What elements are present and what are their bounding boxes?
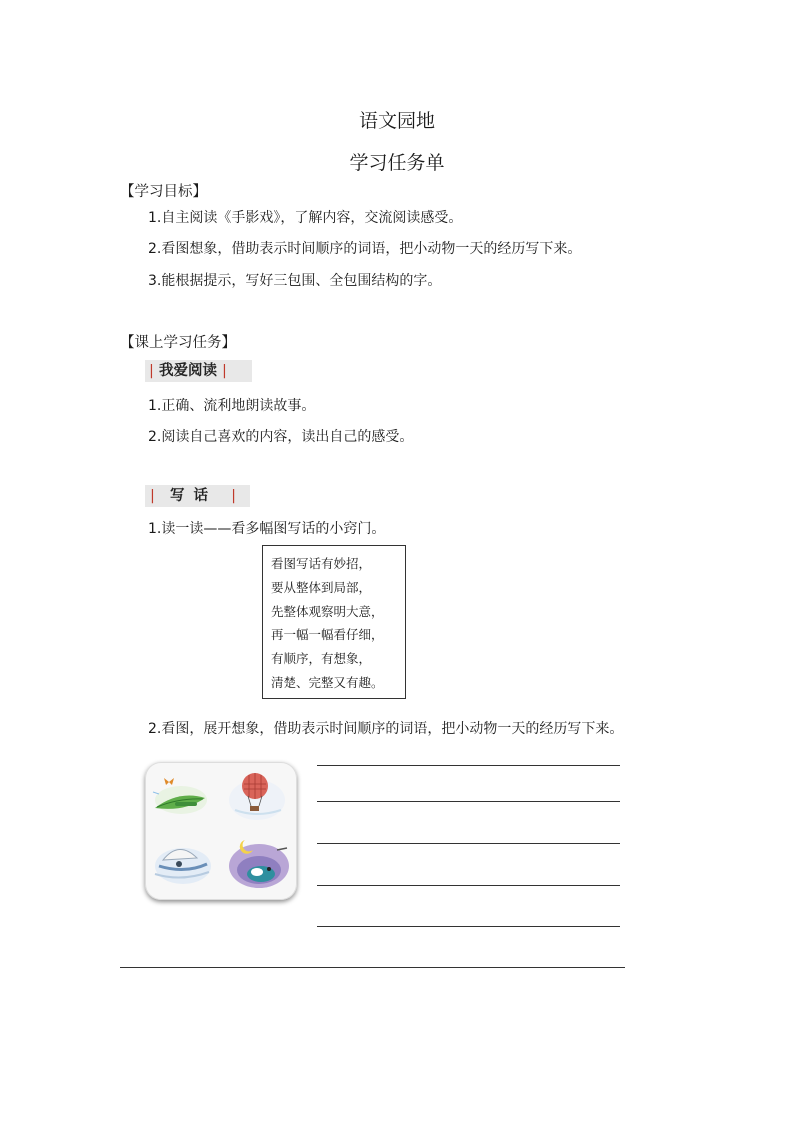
writing-line-4[interactable] [317,885,620,886]
tip-line: 再一幅一幅看仔细， [271,627,384,643]
tip-line: 先整体观察明大意， [271,603,384,619]
reading-item-2: 2.阅读自己喜欢的内容，读出自己的感受。 [148,429,414,445]
goal-item-1: 1.自主阅读《手影戏》，了解内容，交流阅读感受。 [148,210,463,226]
page-subtitle: 学习任务单 [349,152,445,174]
writing-badge [145,485,250,507]
tip-line: 有顺序，有想象， [271,651,372,667]
writing-line-5[interactable] [317,926,620,927]
writing-badge-bar-right: | [231,488,236,504]
reading-item-1: 1.正确、流利地朗读故事。 [148,398,316,414]
writing-tips-box [262,545,406,699]
end-divider [120,967,625,968]
four-panel-picture [145,762,297,900]
goals-heading: 【学习目标】 [120,184,207,200]
panel-night [229,840,289,888]
panel-balloon [229,773,285,820]
four-panel-illustration [145,762,297,900]
tip-line: 要从整体到局部， [271,579,372,595]
reading-badge-bar-right: | [222,363,227,379]
tip-line: 清楚、完整又有趣。 [271,674,384,690]
writing-item-1: 1.读一读——看多幅图写话的小窍门。 [148,521,386,537]
writing-line-3[interactable] [317,843,620,844]
goal-item-2: 2.看图想象，借助表示时间顺序的词语，把小动物一天的经历写下来。 [148,241,582,257]
writing-badge-bar-left: | [150,488,155,504]
reading-badge [145,360,252,382]
goal-item-3: 3.能根据提示，写好三包围、全包围结构的字。 [148,273,442,289]
tip-line: 看图写话有妙招， [271,556,372,571]
writing-badge-label: 写 话 [169,488,211,504]
writing-line-2[interactable] [317,801,620,802]
panel-boat [155,848,211,884]
reading-badge-bar-left: | [149,363,154,379]
writing-item-2: 2.看图，展开想象，借助表示时间顺序的词语，把小动物一天的经历写下来。 [148,721,624,737]
panel-leaf-butterfly [153,778,207,814]
reading-badge-label: 我爱阅读 [158,363,217,379]
page-title: 语文园地 [358,110,435,132]
writing-line-1[interactable] [317,765,620,766]
tasks-heading: 【课上学习任务】 [120,335,236,351]
